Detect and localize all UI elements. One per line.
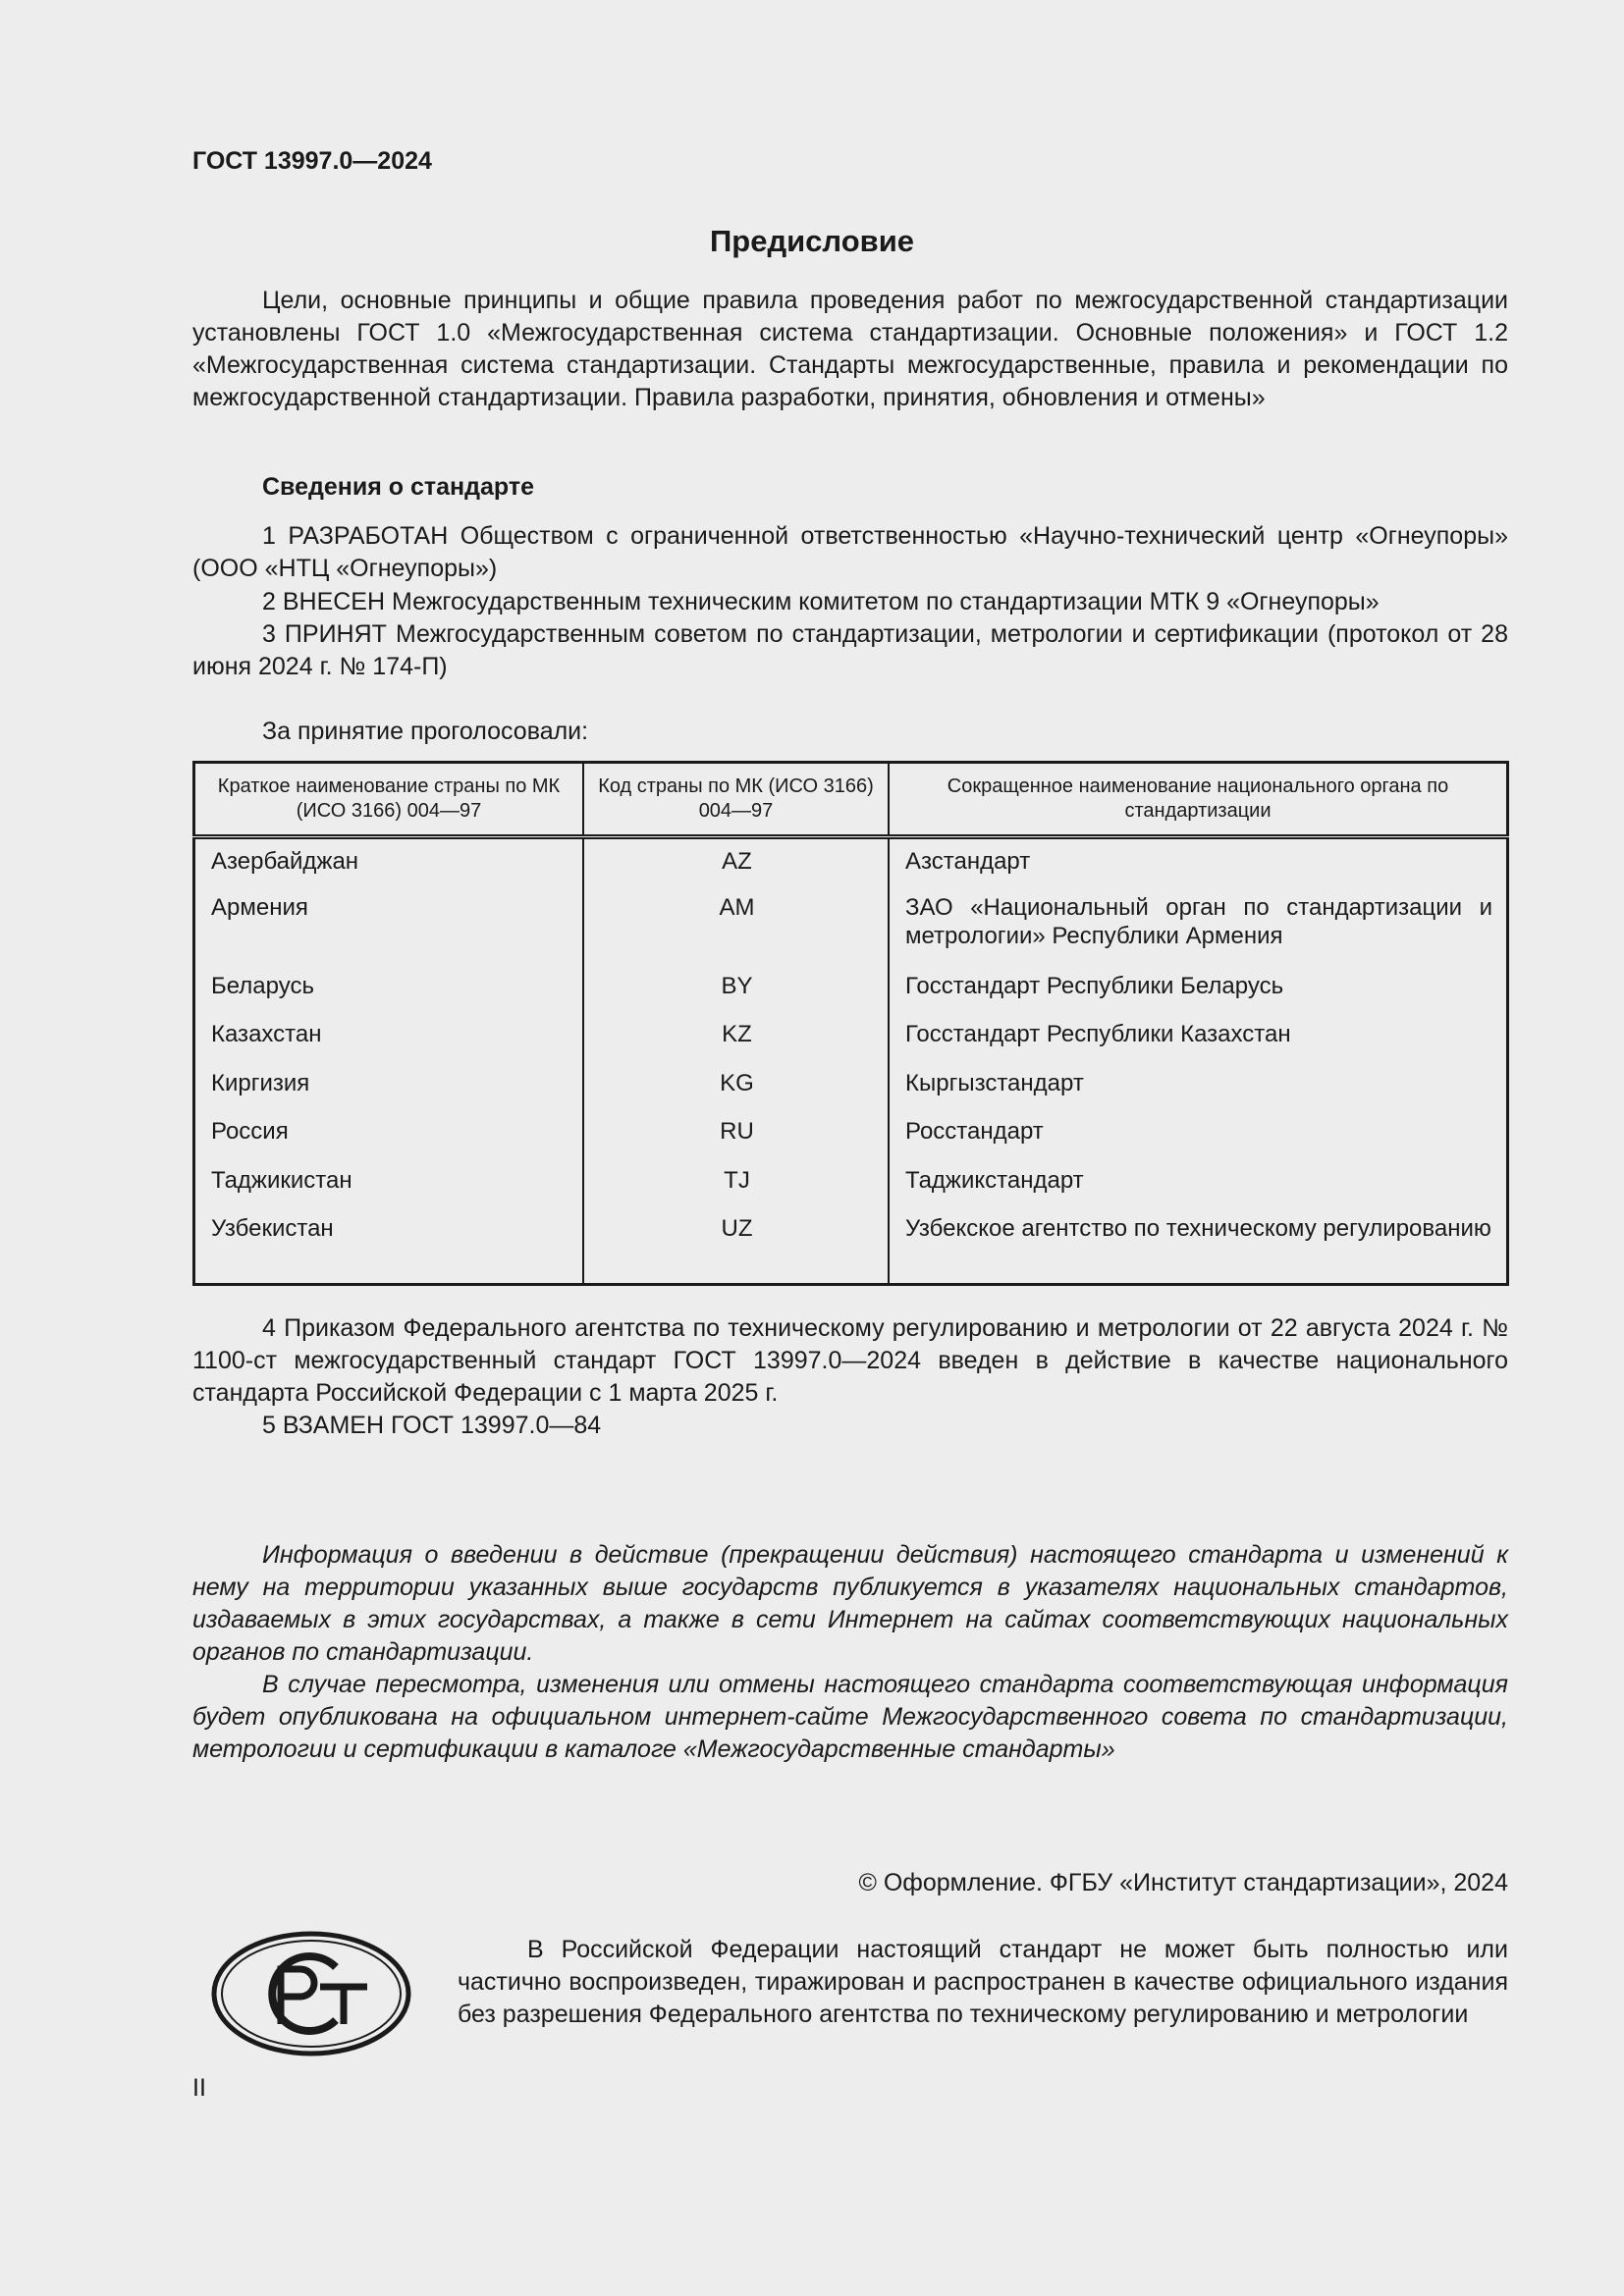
intro-paragraph: Цели, основные принципы и общие правила проведения работ по межгосударственной стандартизации установлены ГОСТ 1.0 «Межгосударственная система стандартизации. Основные положения» и ГОСТ 1.2 «Межгосударственная система стандартизации. Стандарты межгосударственные, правила и рекомендации по межгосударственной стандартизации. Правила разработки, принятия, обновления и отмены» xyxy=(192,287,1508,411)
table-row xyxy=(194,1109,1508,1158)
page-title: Предисловие xyxy=(709,224,914,258)
national-body: Кыргызстандарт xyxy=(905,1069,1084,1096)
country-code: KG xyxy=(583,1061,889,1109)
national-body: ЗАО «Национальный орган по стандартизации и метрологии» Республики Армения xyxy=(905,893,1492,949)
table-row xyxy=(194,1158,1508,1206)
country-name: Россия xyxy=(194,1109,584,1158)
country-code: UZ xyxy=(583,1206,889,1285)
item-replaces: 5 ВЗАМЕН ГОСТ 13997.0—84 xyxy=(262,1412,602,1439)
national-body: Госстандарт Республики Беларусь xyxy=(905,972,1284,999)
item-developed: 1 РАЗРАБОТАН Обществом с ограниченной ответственностью «Научно-технический центр «Огнеупоры» (ООО «НТЦ «Огнеупоры») xyxy=(192,522,1508,582)
notice-paragraph-2: В случае пересмотра, изменения или отмены настоящего стандарта соответствующая информация будет опубликована на официальном интернет-сайте Межгосударственного совета по стандартизации, метрологии и сертификации в каталоге «Межгосударственные стандарты» xyxy=(192,1671,1508,1763)
rst-mark-icon xyxy=(210,1930,412,2062)
country-name: Беларусь xyxy=(194,964,584,1012)
info-heading: Сведения о стандарте xyxy=(262,473,535,501)
copyright-line: © Оформление. ФГБУ «Институт стандартизации», 2024 xyxy=(858,1869,1508,1896)
voted-label: За принятие проголосовали: xyxy=(262,718,589,745)
country-name: Азербайджан xyxy=(194,837,584,885)
rights-notice: В Российской Федерации настоящий стандарт не может быть полностью или частично воспроизведен, тиражирован и распространен в качестве официального издания без разрешения Федерального агентства по техническому регулированию и метрологии xyxy=(458,1936,1508,2028)
country-name: Таджикистан xyxy=(194,1158,584,1206)
table-row xyxy=(194,1012,1508,1061)
header-national-body: Сокращенное наименование национального органа по стандартизации xyxy=(889,763,1508,837)
notice-paragraph-1: Информация о введении в действие (прекращении действия) настоящего стандарта и изменений к нему на территории указанных выше государств публикуется в указателях национальных стандартов, издаваемых в этих государствах, а также в сети Интернет на сайтах соответствующих национальных органов по стандартизации. xyxy=(192,1541,1508,1666)
country-code: BY xyxy=(583,964,889,1012)
table-row xyxy=(194,964,1508,1012)
national-body: Госстандарт Республики Казахстан xyxy=(905,1020,1291,1047)
page-number: II xyxy=(192,2074,206,2102)
header-country-name: Краткое наименование страны по МК (ИСО 3166) 004—97 xyxy=(194,763,584,837)
country-name: Казахстан xyxy=(194,1012,584,1061)
national-body: Таджикстандарт xyxy=(905,1166,1084,1194)
country-code: AZ xyxy=(583,837,889,885)
item-adopted: 3 ПРИНЯТ Межгосударственным советом по стандартизации, метрологии и сертификации (протокол от 28 июня 2024 г. № 174-П) xyxy=(192,620,1508,680)
national-body: Росстандарт xyxy=(905,1117,1044,1145)
country-code: AM xyxy=(583,885,889,964)
country-name: Киргизия xyxy=(194,1061,584,1109)
item-order: 4 Приказом Федерального агентства по техническому регулированию и метрологии от 22 августа 2024 г. № 1100-ст межгосударственный стандарт ГОСТ 13997.0—2024 введен в действие в качестве национального стандарта Российской Федерации с 1 марта 2025 г. xyxy=(192,1314,1508,1407)
item-introduced: 2 ВНЕСЕН Межгосударственным техническим комитетом по стандартизации МТК 9 «Огнеупоры» xyxy=(262,588,1380,615)
national-body: Узбекское агентство по техническому регулированию xyxy=(905,1214,1491,1242)
national-body: Азстандарт xyxy=(905,848,1031,875)
header-country-code: Код страны по МК (ИСО 3166) 004—97 xyxy=(583,763,889,837)
document-code-header: ГОСТ 13997.0—2024 xyxy=(192,147,432,175)
country-name: Узбекистан xyxy=(194,1206,584,1285)
country-name: Армения xyxy=(194,885,584,964)
country-code: KZ xyxy=(583,1012,889,1061)
table-row xyxy=(194,837,1508,885)
country-code: TJ xyxy=(583,1158,889,1206)
table-row xyxy=(194,1206,1508,1285)
table-header-row xyxy=(194,763,1508,837)
table-row xyxy=(194,1061,1508,1109)
voting-table xyxy=(192,761,1509,1286)
country-code: RU xyxy=(583,1109,889,1158)
table-row xyxy=(194,885,1508,964)
